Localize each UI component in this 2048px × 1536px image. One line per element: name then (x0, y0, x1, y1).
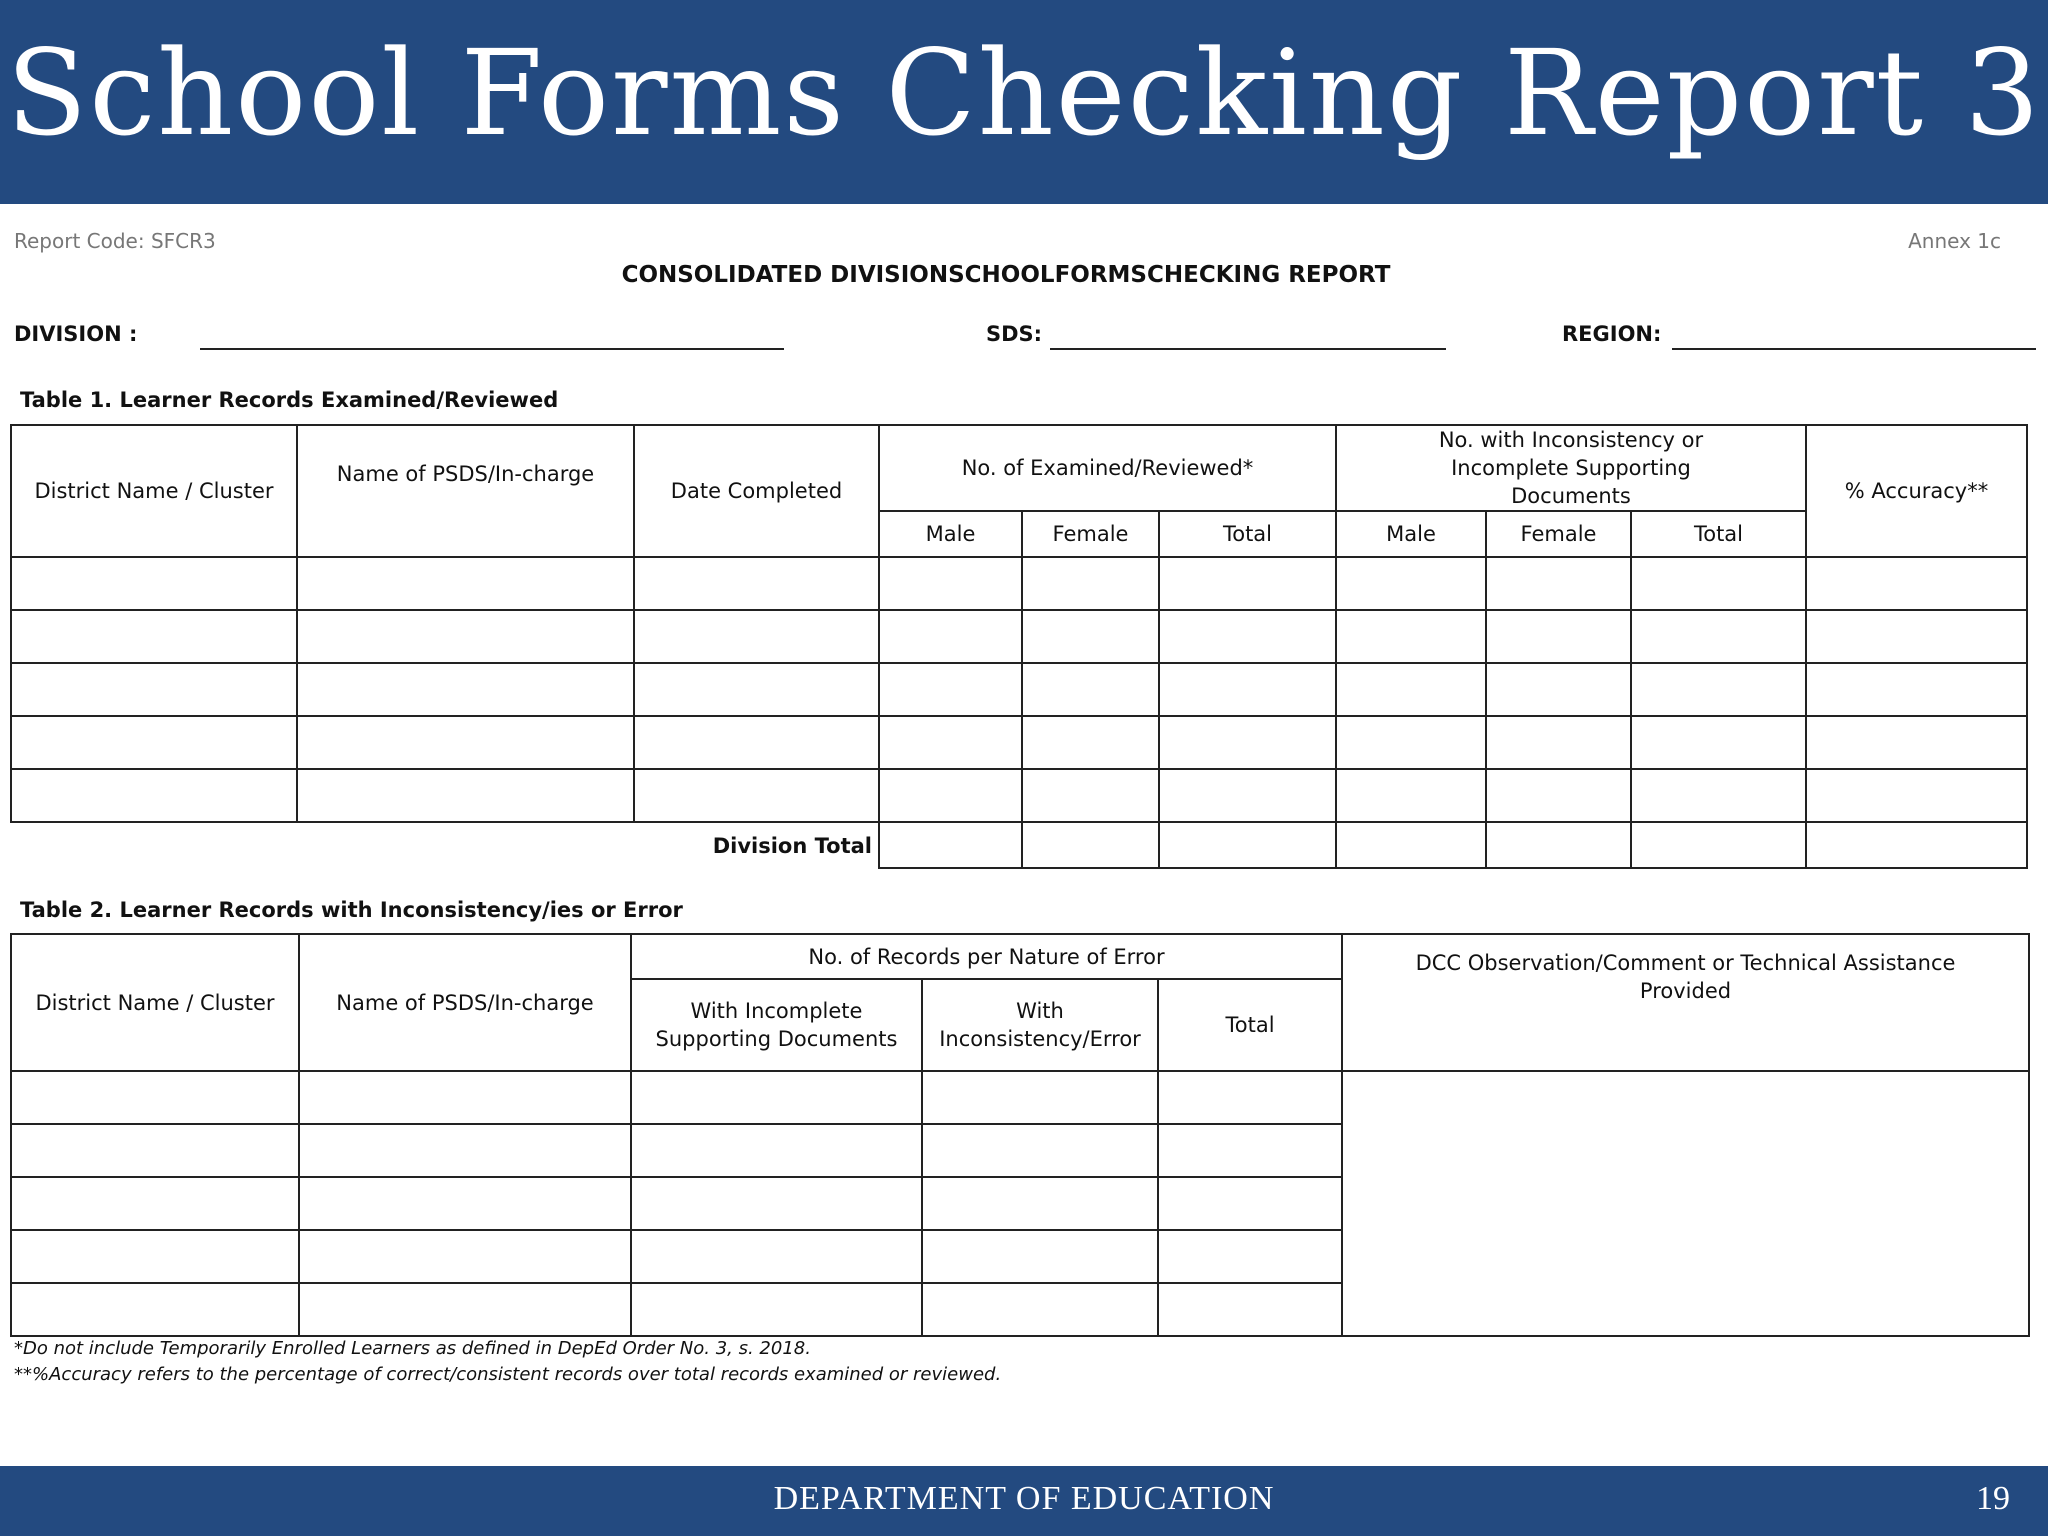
t1-cell[interactable] (1486, 557, 1631, 610)
t1-total-cell[interactable] (879, 822, 1022, 868)
t1-total-cell[interactable] (1159, 822, 1336, 868)
region-field-line[interactable] (1672, 348, 2036, 350)
t1-cell[interactable] (1631, 769, 1806, 822)
t1-cell[interactable] (1806, 769, 2027, 822)
table2-records-with-error (10, 933, 2030, 1337)
t1-cell[interactable] (1631, 716, 1806, 769)
t2-header-incomplete: With Incomplete Supporting Documents (631, 979, 922, 1071)
table1-learner-records (10, 424, 2028, 869)
division-total-label: Division Total (11, 822, 879, 868)
t2-cell[interactable] (11, 1124, 299, 1177)
t1-header-total-inc: Total (1631, 511, 1806, 557)
t1-cell[interactable] (1486, 610, 1631, 663)
t1-cell[interactable] (879, 610, 1022, 663)
division-field-line[interactable] (200, 348, 784, 350)
t1-cell[interactable] (1336, 663, 1486, 716)
t2-cell[interactable] (299, 1177, 631, 1230)
footnote-temporarily-enrolled: *Do not include Temporarily Enrolled Learners as defined in DepEd Order No. 3, s. 2018. (14, 1338, 811, 1359)
t1-cell[interactable] (1631, 663, 1806, 716)
form-heading: CONSOLIDATED DIVISIONSCHOOLFORMSCHECKING REPORT (621, 262, 1391, 288)
page-number: 19 (1976, 1480, 2010, 1517)
t1-cell[interactable] (1022, 716, 1159, 769)
t1-cell[interactable] (1336, 557, 1486, 610)
t2-cell[interactable] (299, 1230, 631, 1283)
table1-caption: Table 1. Learner Records Examined/Reviewed (20, 388, 559, 412)
t1-cell[interactable] (297, 663, 634, 716)
t2-cell[interactable] (299, 1283, 631, 1336)
t1-header-total: Total (1159, 511, 1336, 557)
t2-cell[interactable] (1158, 1283, 1342, 1336)
t1-total-cell[interactable] (1806, 822, 2027, 868)
t1-cell[interactable] (1159, 663, 1336, 716)
report-code: Report Code: SFCR3 (14, 229, 216, 253)
sds-field-line[interactable] (1050, 348, 1446, 350)
t1-cell[interactable] (634, 663, 879, 716)
division-label: DIVISION : (14, 322, 138, 346)
t2-cell[interactable] (922, 1177, 1158, 1230)
table-row (11, 663, 2027, 716)
t1-header-male-inc: Male (1336, 511, 1486, 557)
t1-cell[interactable] (634, 769, 879, 822)
t2-cell[interactable] (11, 1283, 299, 1336)
t1-header-accuracy: % Accuracy** (1806, 425, 2027, 557)
title-banner (0, 0, 2048, 204)
t2-cell[interactable] (1158, 1071, 1342, 1124)
t1-total-cell[interactable] (1022, 822, 1159, 868)
t1-cell[interactable] (879, 769, 1022, 822)
footer-banner (0, 1466, 2048, 1536)
footer-department: DEPARTMENT OF EDUCATION (773, 1480, 1275, 1517)
t2-cell[interactable] (922, 1071, 1158, 1124)
table-row (11, 1071, 2029, 1124)
division-total-row (11, 822, 2027, 868)
table-row (11, 716, 2027, 769)
t1-cell[interactable] (1022, 610, 1159, 663)
t2-cell[interactable] (631, 1071, 922, 1124)
t1-cell[interactable] (1022, 663, 1159, 716)
t2-cell[interactable] (1158, 1124, 1342, 1177)
t1-cell[interactable] (11, 663, 297, 716)
t1-total-cell[interactable] (1631, 822, 1806, 868)
t2-cell[interactable] (11, 1177, 299, 1230)
t1-cell[interactable] (1336, 610, 1486, 663)
t1-cell[interactable] (11, 557, 297, 610)
t1-cell[interactable] (634, 716, 879, 769)
t1-cell[interactable] (1631, 610, 1806, 663)
annex-label: Annex 1c (1908, 229, 2001, 253)
t1-cell[interactable] (1159, 610, 1336, 663)
t1-cell[interactable] (879, 716, 1022, 769)
t1-header-district: District Name / Cluster (11, 425, 297, 557)
t1-total-cell[interactable] (1336, 822, 1486, 868)
t1-cell[interactable] (11, 769, 297, 822)
t2-cell[interactable] (631, 1283, 922, 1336)
t2-cell[interactable] (299, 1071, 631, 1124)
t1-header-date: Date Completed (634, 425, 879, 557)
t1-header-psds: Name of PSDS/In-charge (297, 425, 634, 557)
t2-cell[interactable] (922, 1283, 1158, 1336)
t1-header-examined: No. of Examined/Reviewed* (879, 425, 1336, 511)
t1-cell[interactable] (1806, 610, 2027, 663)
t1-cell[interactable] (1336, 769, 1486, 822)
t2-cell[interactable] (631, 1230, 922, 1283)
t1-cell[interactable] (1022, 557, 1159, 610)
t1-cell[interactable] (1486, 663, 1631, 716)
table2-caption: Table 2. Learner Records with Inconsistency/ies or Error (20, 898, 683, 922)
t1-header-female: Female (1022, 511, 1159, 557)
t1-cell[interactable] (297, 610, 634, 663)
t1-total-cell[interactable] (1486, 822, 1631, 868)
slide-title: School Forms Checking Report 3 (6, 24, 2042, 162)
t2-cell[interactable] (11, 1230, 299, 1283)
t1-cell[interactable] (1806, 716, 2027, 769)
t1-cell[interactable] (1159, 716, 1336, 769)
t1-header-inconsistency: No. with Inconsistency or Incomplete Supporting Documents (1336, 425, 1806, 511)
t1-cell[interactable] (297, 557, 634, 610)
footnote-accuracy: **%Accuracy refers to the percentage of correct/consistent records over total records examined or reviewed. (14, 1364, 1002, 1385)
t1-cell[interactable] (1022, 769, 1159, 822)
table-row (11, 769, 2027, 822)
t1-cell[interactable] (879, 663, 1022, 716)
t1-cell[interactable] (634, 557, 879, 610)
t1-header-male: Male (879, 511, 1022, 557)
t1-cell[interactable] (1486, 716, 1631, 769)
t1-cell[interactable] (1806, 557, 2027, 610)
t2-cell[interactable] (299, 1124, 631, 1177)
t1-cell[interactable] (297, 716, 634, 769)
t2-header-dcc: DCC Observation/Comment or Technical Assistance Provided (1342, 934, 2029, 1071)
t2-cell[interactable] (631, 1124, 922, 1177)
t2-cell[interactable] (1158, 1230, 1342, 1283)
t1-cell[interactable] (297, 769, 634, 822)
t2-dcc-observation-cell[interactable] (1342, 1071, 2029, 1336)
t1-cell[interactable] (1159, 557, 1336, 610)
t1-header-female-inc: Female (1486, 511, 1631, 557)
t1-cell[interactable] (634, 610, 879, 663)
t2-cell[interactable] (631, 1177, 922, 1230)
t2-cell[interactable] (11, 1071, 299, 1124)
t1-cell[interactable] (1336, 716, 1486, 769)
t2-cell[interactable] (1158, 1177, 1342, 1230)
t1-cell[interactable] (1159, 769, 1336, 822)
sds-label: SDS: (986, 322, 1043, 346)
t1-cell[interactable] (1631, 557, 1806, 610)
t2-header-district: District Name / Cluster (11, 934, 299, 1071)
t2-cell[interactable] (922, 1230, 1158, 1283)
region-label: REGION: (1562, 322, 1662, 346)
table-row (11, 610, 2027, 663)
t2-header-total: Total (1158, 979, 1342, 1071)
t1-cell[interactable] (879, 557, 1022, 610)
t2-header-nature: No. of Records per Nature of Error (631, 934, 1342, 979)
t2-cell[interactable] (922, 1124, 1158, 1177)
t1-cell[interactable] (1486, 769, 1631, 822)
t1-cell[interactable] (11, 610, 297, 663)
t1-cell[interactable] (1806, 663, 2027, 716)
t2-header-inconsistency: With Inconsistency/Error (922, 979, 1158, 1071)
t1-cell[interactable] (11, 716, 297, 769)
table-row (11, 557, 2027, 610)
t2-header-psds: Name of PSDS/In-charge (299, 934, 631, 1071)
